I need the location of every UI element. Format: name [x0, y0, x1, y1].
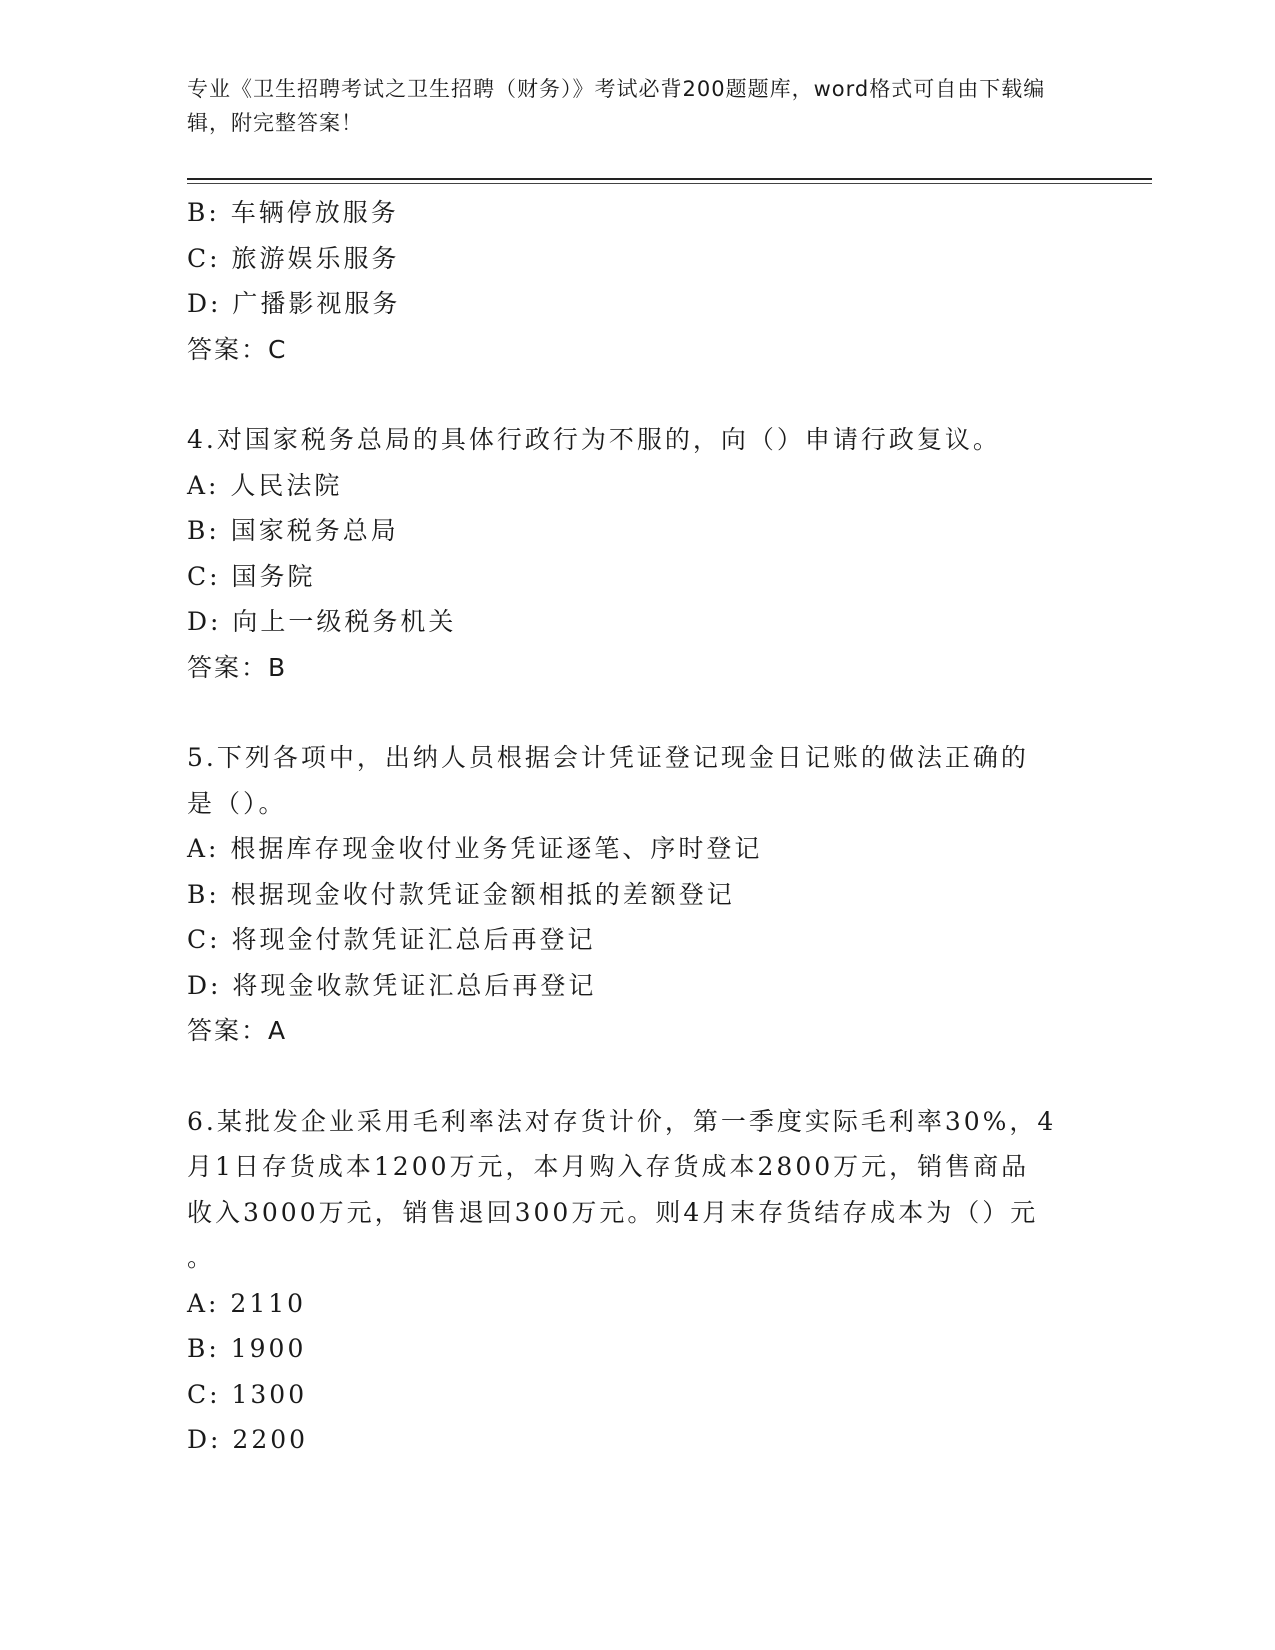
option-d: D: 2200 [187, 1425, 309, 1454]
option-b: B: 1900 [187, 1334, 307, 1363]
option-a: A: 根据库存现金收付业务凭证逐笔、序时登记 [187, 834, 763, 863]
question-stem: 5.下列各项中，出纳人员根据会计凭证登记现金日记账的做法正确的 是（）。 [187, 743, 1029, 818]
question-list [187, 190, 1087, 1463]
option-a: A: 人民法院 [187, 470, 343, 500]
option-c: C: 将现金付款凭证汇总后再登记 [187, 925, 596, 954]
option-d: D: 广播影视服务 [187, 289, 401, 318]
option-c: C: 旅游娱乐服务 [187, 243, 400, 273]
option-d: D: 将现金收款凭证汇总后再登记 [187, 970, 597, 1000]
option-b: B: 车辆停放服务 [187, 198, 399, 227]
question-3 [187, 190, 1087, 372]
answer: 答案：B [187, 652, 288, 682]
option-b: B: 根据现金收付款凭证金额相抵的差额登记 [187, 879, 735, 909]
header-rule-thin [187, 183, 1152, 184]
option-b: B: 国家税务总局 [187, 516, 399, 545]
header-rule-thick [187, 178, 1152, 180]
question-6 [187, 1099, 1087, 1463]
question-5 [187, 735, 1087, 1054]
answer: 答案：C [187, 334, 288, 364]
option-a: A: 2110 [187, 1288, 307, 1318]
document-header: 专业《卫生招聘考试之卫生招聘（财务）》考试必背200题题库，word格式可自由下载编辑，附完整答案！ [187, 77, 1046, 135]
answer: 答案：A [187, 1016, 288, 1045]
question-stem: 4.对国家税务总局的具体行政行为不服的，向（）申请行政复议。 [187, 425, 1001, 454]
question-stem: 6.某批发企业采用毛利率法对存货计价，第一季度实际毛利率30%，4 月1日存货成本1200万元，本月购入存货成本2800万元，销售商品 收入3000万元，销售退回300万元。则4月末存货结存成本为（）元 。 [187, 1106, 1057, 1272]
question-4 [187, 417, 1087, 690]
option-c: C: 国务院 [187, 561, 316, 591]
option-c: C: 1300 [187, 1379, 308, 1409]
option-d: D: 向上一级税务机关 [187, 607, 457, 636]
